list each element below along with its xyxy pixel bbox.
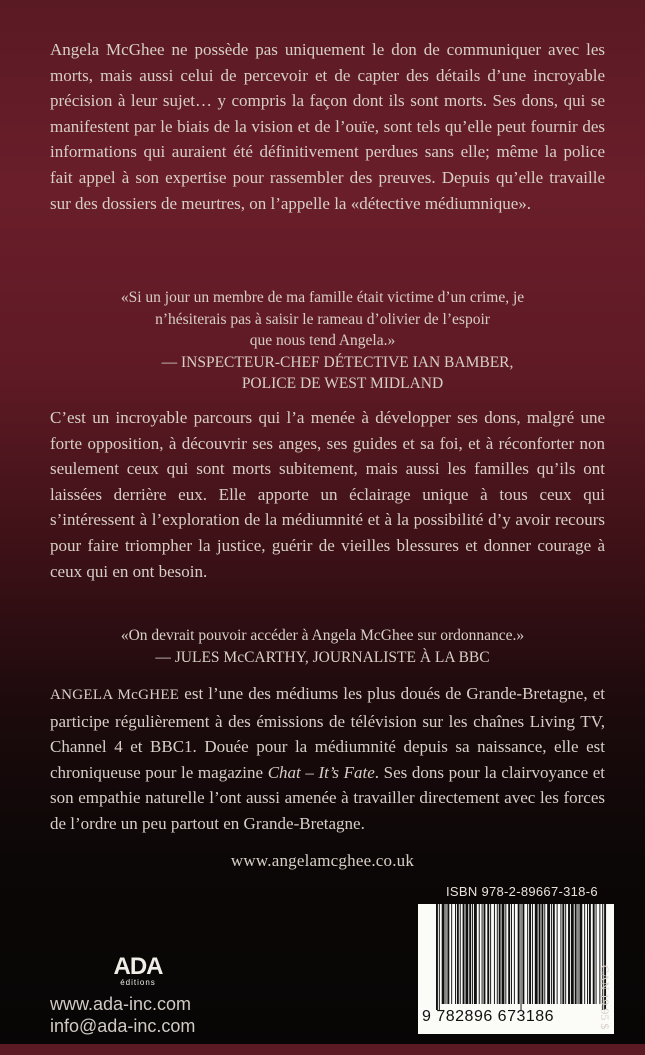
barcode-bar [547, 904, 550, 1004]
barcode-bar [457, 904, 459, 1004]
barcode-bar [565, 904, 566, 1004]
barcode-bar [532, 904, 533, 1004]
publisher-email[interactable]: info@ada-inc.com [50, 1016, 196, 1036]
price-label: CAN 19.95 $ [598, 965, 612, 1030]
barcode-bar [463, 904, 465, 1004]
barcode-bar [535, 904, 538, 1004]
quote-1-line-3: que nous tend Angela.» [249, 332, 396, 349]
quote-1-attribution-1: — INSPECTEUR-CHEF DÉTECTIVE IAN BAMBER, [161, 353, 514, 371]
testimonial-quote-2 [60, 625, 585, 668]
barcode-bar [529, 904, 531, 1004]
barcode-bar [446, 904, 447, 1004]
barcode-bar [487, 904, 489, 1004]
barcode-bar [562, 904, 564, 1004]
quote-2-attribution: — JULES McCARTHY, JOURNALISTE À LA BBC [155, 648, 490, 666]
barcode-bar [568, 904, 570, 1004]
barcode-bar [541, 904, 543, 1004]
barcode-bar [587, 904, 588, 1004]
barcode-bar [455, 904, 456, 1004]
barcode-bar [518, 904, 520, 1004]
barcode-bar [578, 904, 579, 1004]
barcode-bar [539, 904, 541, 1004]
barcode-bar [469, 904, 471, 1004]
barcode-bar [560, 904, 561, 1004]
barcode-bar [514, 904, 515, 1004]
barcode-bar [589, 904, 591, 1004]
magazine-title: Chat – It’s Fate [267, 762, 375, 782]
barcode-bar [579, 904, 582, 1004]
author-bio [50, 681, 605, 837]
barcode-bar [522, 904, 524, 1004]
barcode-bar [575, 904, 577, 1004]
author-website[interactable]: www.angelamcghee.co.uk [230, 851, 415, 870]
barcode-bar [447, 904, 449, 1004]
barcode-digits: 9 782896 673186 [422, 1008, 555, 1025]
quote-2-line-1: «On devrait pouvoir accéder à Angela McGhee sur ordonnance.» [120, 627, 525, 644]
barcode-bar [557, 904, 558, 1004]
publisher-logo [103, 955, 173, 987]
testimonial-quote-1 [60, 287, 585, 395]
barcode-bar [497, 904, 498, 1004]
quote-1-line-1: «Si un jour un membre de ma famille était victime d’un crime, je [120, 289, 525, 306]
barcode-bar [490, 904, 491, 1004]
barcode-bar [479, 904, 480, 1004]
barcode-bar [474, 904, 477, 1004]
barcode-bar [460, 904, 461, 1004]
barcode-bar [571, 904, 574, 1004]
barcode [418, 904, 614, 1034]
barcode-bar [436, 904, 438, 1010]
publisher-logo-subtext: éditions [120, 978, 156, 987]
barcode-bar [521, 904, 522, 1010]
barcode-bar [451, 904, 452, 1004]
description-paragraph-2: C’est un incroyable parcours qui l’a menée à développer ses dons, malgré une forte opposition, à découvrir ses anges, ses guides et sa foi, et à réconforter non seulement ceux qui sont morts subitement, mais aussi les familles qu’ils ont laissées derrière eux. Elle apporte un éclairage unique à tous ceux qui s’intéressent à l’exploration de la médiumnité et à la possibilité d’y avoir recours pour faire triompher la justice, guérir de vieilles blessures et donner courage à ceux qui en ont besoin. [50, 408, 605, 581]
quote-1-line-2: n’hésiterais pas à saisir le rameau d’olivier de l’espoir [155, 310, 490, 328]
barcode-bar [584, 904, 585, 1004]
author-name: ANGELA McGHEE [50, 687, 180, 703]
barcode-bar [551, 904, 552, 1004]
barcode-bar [508, 904, 510, 1004]
description-paragraph-1: Angela McGhee ne possède pas uniquement le don de communiquer avec les morts, mais aussi celui de percevoir et de capter des détails d’une incroyable précision à leur sujet… y compris la façon dont ils sont morts. Ses dons, qui se manifestent par le biais de la vision et de l’ouïe, sont tels qu’elle peut fournir des informations qui auraient été définitivement perdues sans elle; même la police fait appel à son expertise pour rassembler des preuves. Depuis qu’elle travaille sur des dossiers de meurtres, on l’appelle la «détective médiumnique». [50, 40, 605, 213]
barcode-bar [484, 904, 486, 1004]
barcode-bar [553, 904, 555, 1004]
barcode-bar [442, 904, 445, 1004]
barcode-bar [511, 904, 512, 1004]
barcode-bar [482, 904, 483, 1004]
quote-1-attribution-2: POLICE DE WEST MIDLAND [241, 375, 444, 392]
barcode-bars [436, 904, 608, 1010]
barcode-bar [439, 904, 440, 1010]
author-bio-text-2: . Ses dons pour la clairvoyance et son empathie naturelle l’ont aussi amenée à travailler directement avec les forces de l’ordre un peu partout en Grande-Bretagne. [50, 762, 605, 833]
author-bio-text-1: est l’une des médiums les plus doués de Grande-Bretagne, et participe régulièrement à des émissions de télévision sur les chaînes Living TV, Channel 4 et BBC1. Douée pour la médiumnité depuis sa naissance, elle est chroniqueuse pour le magazine [50, 684, 605, 782]
barcode-bar [502, 904, 505, 1004]
isbn-label: ISBN 978-2-89667-318-6 [446, 884, 598, 899]
publisher-logo-mark: ADA [113, 953, 163, 980]
publisher-website[interactable]: www.ada-inc.com [50, 994, 192, 1014]
barcode-bar [465, 904, 468, 1004]
barcode-bar [527, 904, 528, 1004]
barcode-bar [472, 904, 473, 1004]
barcode-bar [505, 904, 506, 1004]
barcode-bar [499, 904, 501, 1004]
barcode-bar [544, 904, 545, 1004]
barcode-bar [494, 904, 495, 1004]
